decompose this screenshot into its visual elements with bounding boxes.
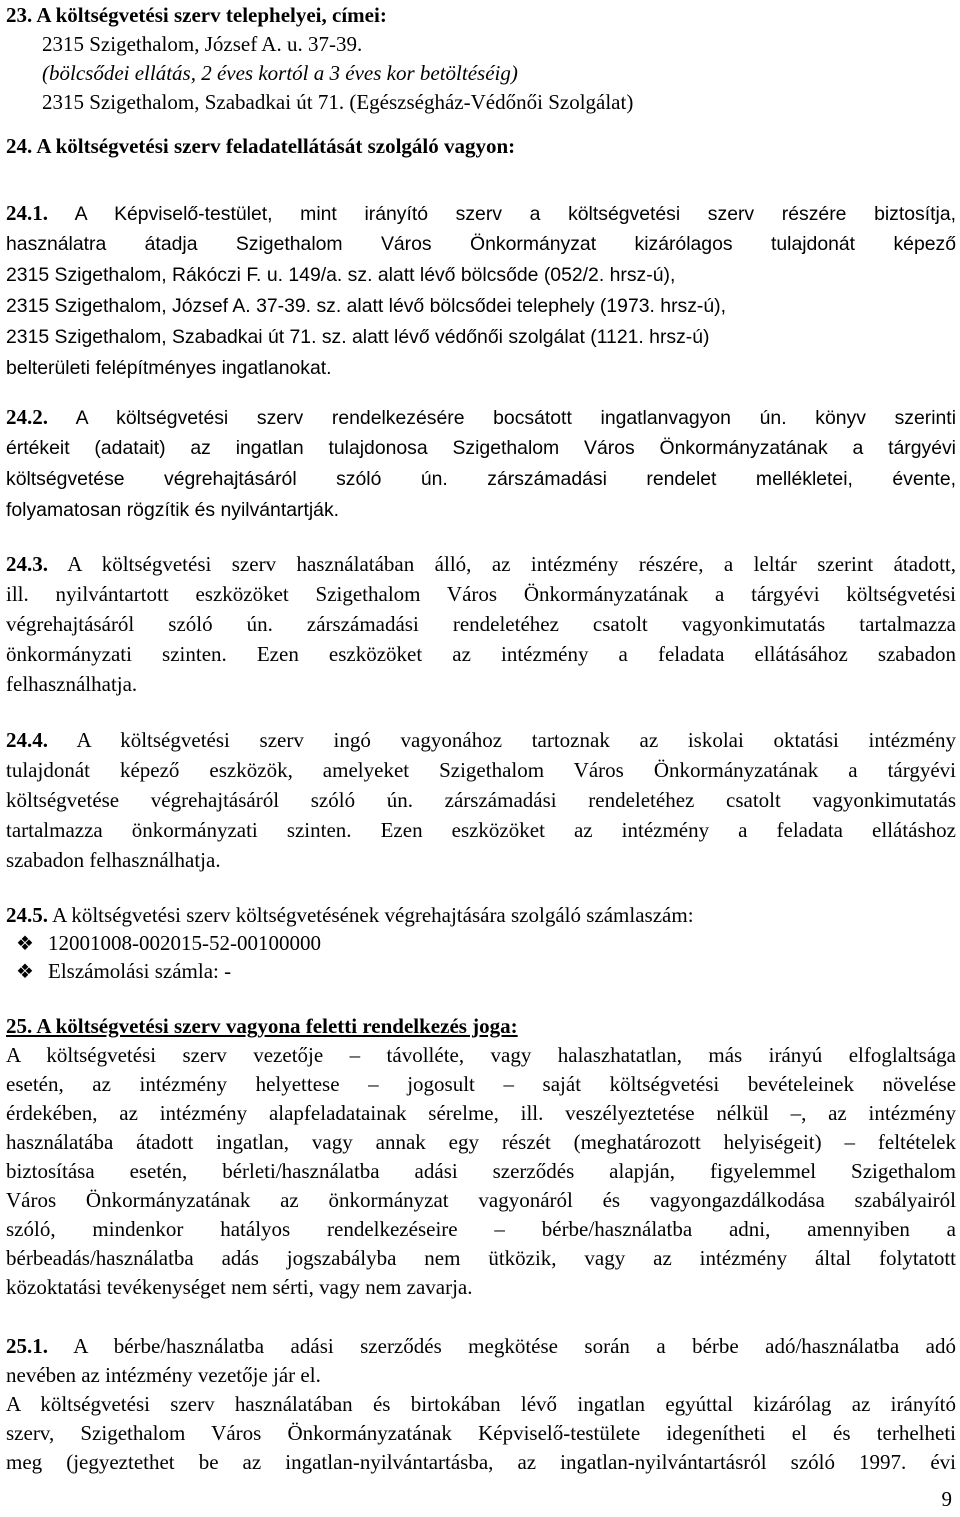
para-24-1-number: 24.1. (6, 201, 48, 225)
para-24-4-line-4: tartalmazza önkormányzati szinten. Ezen eszközöket az intézmény a feladata ellátáshoz (6, 818, 956, 842)
para-25-line-5: biztosítása esetén, bérleti/használatba adási szerződés alapján, figyelemmel Szigethalom (6, 1159, 956, 1183)
para-25-line-6: Város Önkormányzatának az önkormányzat vagyonáról és vagyongazdálkodása szabályairól (6, 1188, 956, 1212)
para-24-4-line-2: tulajdonát képező eszközök, amelyeket Szigethalom Város Önkormányzatának a tárgyévi (6, 758, 956, 782)
para-25-line-4: használatába átadott ingatlan, vagy annak egy részét (meghatározott helyiségeit) – feltételek (6, 1130, 956, 1154)
para-25-1-line-5: meg (jegyeztethet be az ingatlan-nyilvántartásba, az ingatlan-nyilvántartásról szóló 1997. évi (6, 1450, 956, 1474)
section-23-heading: 23. A költségvetési szerv telephelyei, címei: (6, 3, 387, 27)
para-24-2-number: 24.2. (6, 405, 48, 429)
para-25-1-number: 25.1. (6, 1334, 48, 1358)
para-24-3-line-1: 24.3. A költségvetési szerv használatában álló, az intézmény részére, a leltár szerint átadott, (6, 552, 956, 576)
para-24-5-number: 24.5. (6, 903, 48, 927)
para-24-2-line-3: költségvetése végrehajtásáról szóló ún. zárszámadási rendelet mellékletei, évente, (6, 468, 956, 490)
para-25-line-1: A költségvetési szerv vezetője – távolléte, vagy halaszhatatlan, más irányú elfoglaltsága (6, 1043, 956, 1067)
address-note: (bölcsődei ellátás, 2 éves kortól a 3 éves kor betöltéséig) (42, 61, 518, 85)
para-24-5-line: 24.5. A költségvetési szerv költségvetésének végrehajtására szolgáló számlaszám: (6, 903, 694, 927)
page-number: 9 (941, 1487, 952, 1511)
section-25-heading: 25. A költségvetési szerv vagyona feletti rendelkezés joga: (6, 1014, 518, 1038)
para-24-1-line-3: 2315 Szigethalom, Rákóczi F. u. 149/a. sz. alatt lévő bölcsőde (052/2. hrsz-ú), (6, 264, 676, 286)
diamond-bullet-icon: ❖ (16, 961, 34, 983)
address-line-1: 2315 Szigethalom, József A. u. 37-39. (42, 32, 363, 56)
para-25-1-line-3: A költségvetési szerv használatában és birtokában lévő ingatlan egyúttal kizárólag az irányító (6, 1392, 956, 1416)
para-24-3-number: 24.3. (6, 552, 48, 576)
diamond-bullet-icon: ❖ (16, 933, 34, 955)
para-25-1-line-4: szerv, Szigethalom Város Önkormányzatának Képviselő-testülete idegenítheti el és terhelheti (6, 1421, 956, 1445)
para-24-3-line-5: felhasználhatja. (6, 672, 138, 696)
para-25-line-3: érdekében, az intézmény alapfeladatainak sérelme, ill. veszélyeztetése nélkül –, az intézmény (6, 1101, 956, 1125)
para-24-1-line-5: 2315 Szigethalom, Szabadkai út 71. sz. alatt lévő védőnői szolgálat (1121. hrsz-ú) (6, 326, 710, 348)
para-24-1-line-1: 24.1. A Képviselő-testület, mint irányító szerv a költségvetési szerv részére biztosítja, (6, 201, 956, 225)
para-24-4-line-3: költségvetése végrehajtásáról szóló ún. zárszámadási rendeletéhez csatolt vagyonkimutatás (6, 788, 956, 812)
para-24-4-line-1: 24.4. A költségvetési szerv ingó vagyonához tartoznak az iskolai oktatási intézmény (6, 728, 956, 752)
para-24-4-line-5: szabadon felhasználhatja. (6, 848, 221, 872)
para-24-3-line-2: ill. nyilvántartott eszközöket Szigethalom Város Önkormányzatának a tárgyévi költségvetési (6, 582, 956, 606)
para-24-1-line-2: használatra átadja Szigethalom Város Önkormányzat kizárólagos tulajdonát képező (6, 233, 956, 255)
address-line-2: 2315 Szigethalom, Szabadkai út 71. (Egészségház-Védőnői Szolgálat) (42, 90, 634, 114)
para-25-1-line-2: nevében az intézmény vezetője jár el. (6, 1363, 321, 1387)
para-24-2-line-4: folyamatosan rögzítik és nyilvántartják. (6, 499, 340, 521)
para-25-line-7: szóló, mindenkor hatályos rendelkezéseire – bérbe/használatba adni, amennyiben a (6, 1217, 956, 1241)
para-24-2-line-1: 24.2. A költségvetési szerv rendelkezésére bocsátott ingatlanvagyon ún. könyv szerinti (6, 405, 956, 429)
section-24-heading: 24. A költségvetési szerv feladatellátását szolgáló vagyon: (6, 134, 516, 158)
para-24-1-line-6: belterületi felépítményes ingatlanokat. (6, 357, 332, 379)
para-24-4-number: 24.4. (6, 728, 48, 752)
para-25-1-line-1: 25.1. A bérbe/használatba adási szerződés megkötése során a bérbe adó/használatba adó (6, 1334, 956, 1358)
para-24-3-line-4: önkormányzati szinten. Ezen eszközöket az intézmény a feladata ellátásához szabadon (6, 642, 956, 666)
para-25-line-8: bérbeadás/használatba adás jogszabályba nem ütközik, vagy az intézmény által folytatott (6, 1246, 956, 1270)
bullet-item: ❖ Elszámolási számla: - (6, 957, 956, 986)
para-25-line-2: esetén, az intézmény helyettese – jogosult – saját költségvetési bevételeinek növelése (6, 1072, 956, 1096)
para-24-1-line-4: 2315 Szigethalom, József A. 37-39. sz. alatt lévő bölcsődei telephely (1973. hrsz-ú), (6, 295, 727, 317)
bullet-item: ❖ 12001008-002015-52-00100000 (6, 929, 956, 958)
para-24-3-line-3: végrehajtásáról szóló ún. zárszámadási rendeletéhez csatolt vagyonkimutatás tartalmazza (6, 612, 956, 636)
para-24-2-line-2: értékeit (adatait) az ingatlan tulajdonosa Szigethalom Város Önkormányzatának a tárgyévi (6, 437, 956, 459)
para-25-line-9: közoktatási tevékenységet nem sérti, vagy nem zavarja. (6, 1275, 473, 1299)
